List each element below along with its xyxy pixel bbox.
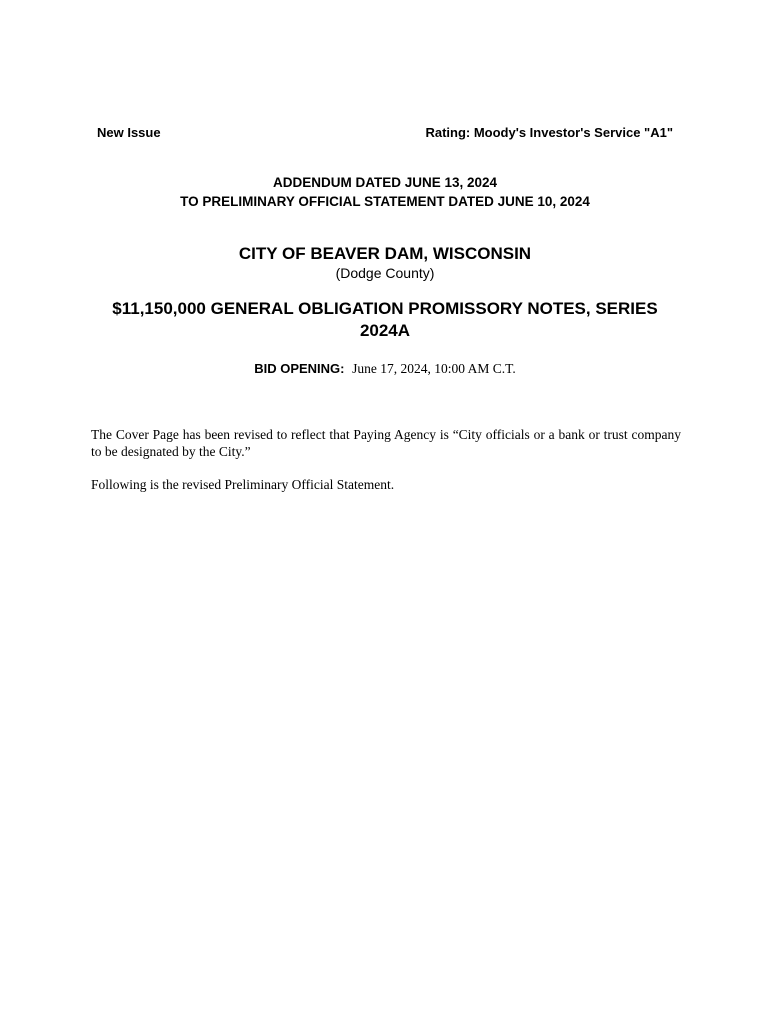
new-issue-label: New Issue — [97, 125, 161, 140]
body-paragraph-following: Following is the revised Preliminary Official Statement. — [91, 477, 395, 492]
bid-opening-value: June 17, 2024, 10:00 AM C.T. — [352, 361, 516, 376]
issuer-name: CITY OF BEAVER DAM, WISCONSIN — [238, 244, 532, 263]
addendum-title: ADDENDUM DATED JUNE 13, 2024 — [272, 175, 498, 190]
bid-opening — [0, 361, 770, 377]
notes-title-line1: $11,150,000 GENERAL OBLIGATION PROMISSORY NOTES, SERIES — [112, 299, 658, 318]
addendum-subtitle: TO PRELIMINARY OFFICIAL STATEMENT DATED JUNE 10, 2024 — [180, 194, 590, 209]
issuer-county: (Dodge County) — [335, 265, 435, 281]
body-paragraph-revision: The Cover Page has been revised to reflect that Paying Agency is “City officials or a bank or trust company to be designated by the City.” — [91, 427, 681, 459]
rating-label: Rating: Moody's Investor's Service "A1" — [425, 125, 673, 140]
notes-title-line2: 2024A — [359, 321, 411, 340]
header-row — [97, 125, 673, 143]
bid-opening-label: BID OPENING: — [254, 361, 345, 376]
